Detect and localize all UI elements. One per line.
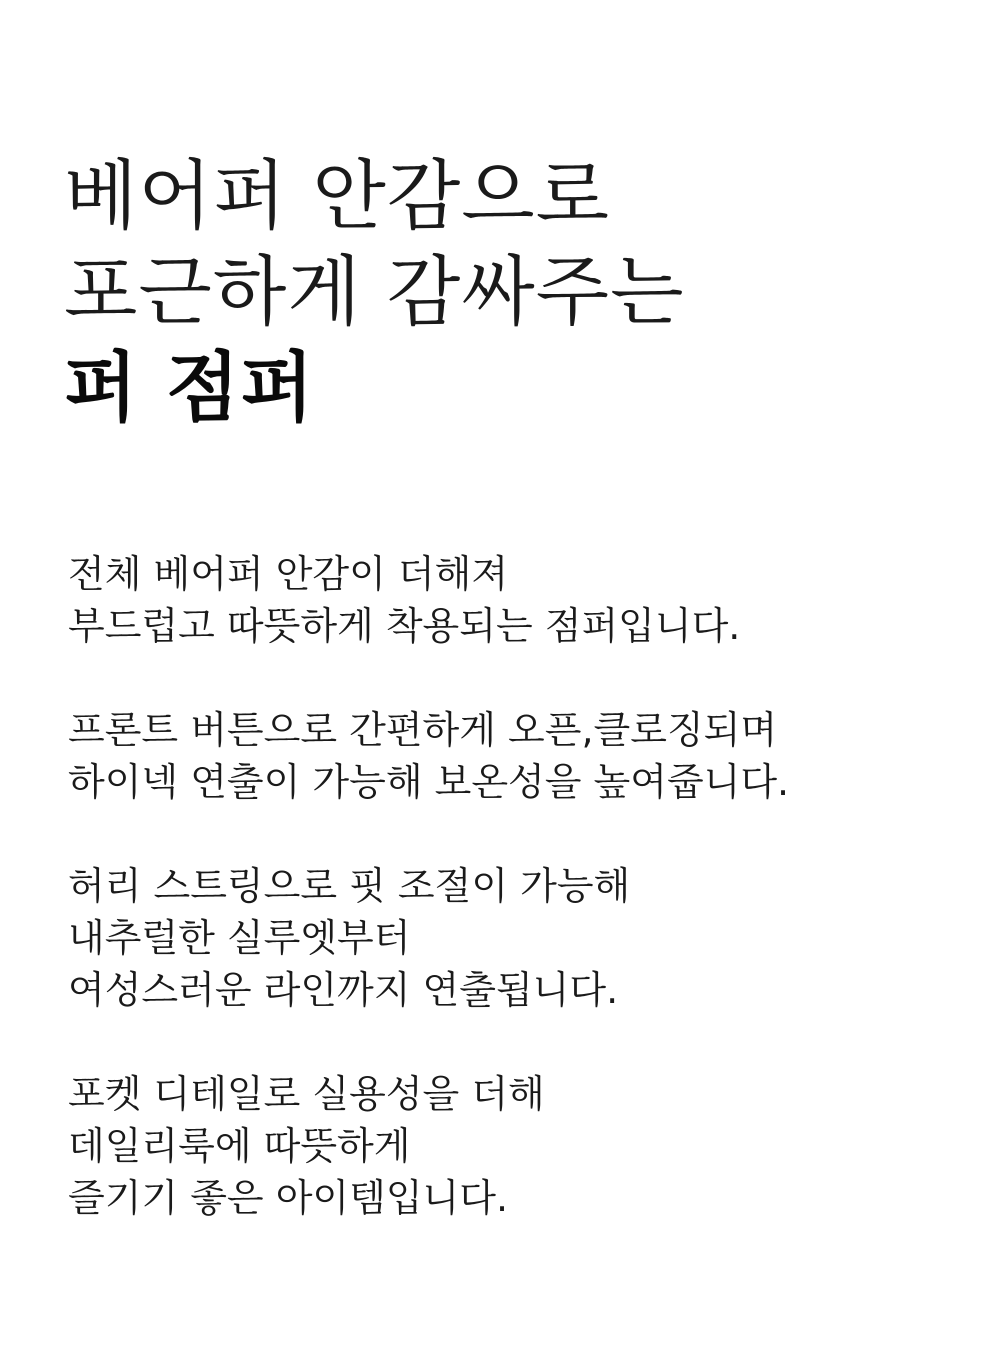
description-line: 포켓 디테일로 실용성을 더해	[68, 1072, 545, 1116]
description-line: 전체 베어퍼 안감이 더해져	[68, 552, 509, 596]
description-paragraph-button	[68, 704, 948, 808]
description-paragraph-lining	[68, 548, 948, 652]
description-paragraph-pocket	[68, 1068, 948, 1224]
description-line: 즐기기 좋은 아이템입니다.	[68, 1176, 509, 1220]
description-line: 내추럴한 실루엣부터	[68, 916, 411, 960]
headline-line-2: 포근하게 감싸주는	[64, 247, 685, 336]
description-line: 여성스러운 라인까지 연출됩니다.	[68, 968, 619, 1012]
product-description	[68, 548, 948, 1276]
product-headline	[64, 148, 944, 436]
description-line: 부드럽고 따뜻하게 착용되는 점퍼입니다.	[68, 604, 741, 648]
description-line: 데일리룩에 따뜻하게	[68, 1124, 411, 1168]
headline-line-1: 베어퍼 안감으로	[64, 151, 611, 240]
description-line: 허리 스트링으로 핏 조절이 가능해	[68, 864, 631, 908]
description-paragraph-string	[68, 860, 948, 1016]
description-line: 하이넥 연출이 가능해 보온성을 높여줍니다.	[68, 760, 790, 804]
description-line: 프론트 버튼으로 간편하게 오픈,클로징되며	[68, 708, 778, 752]
headline-product-name: 퍼 점퍼	[64, 343, 315, 432]
